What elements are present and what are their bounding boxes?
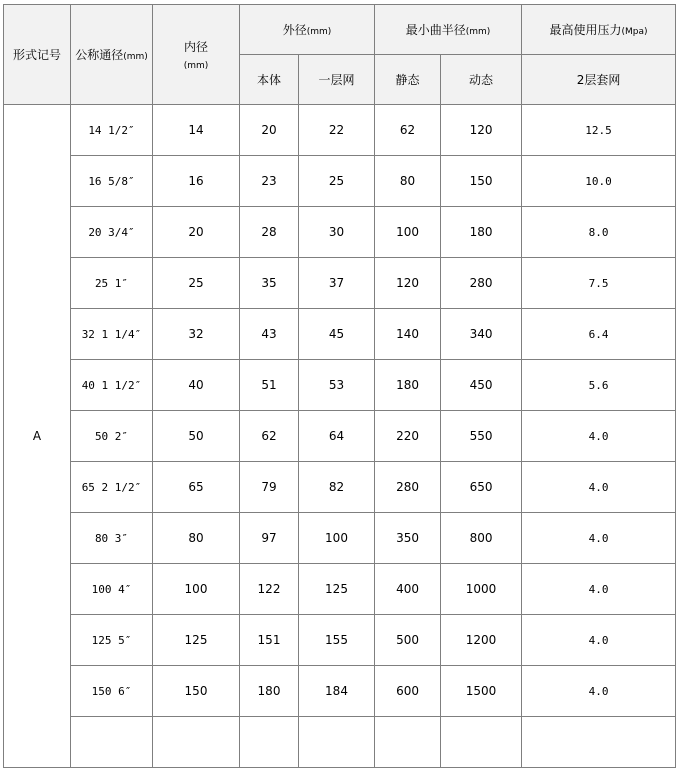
static-cell: 600 <box>375 666 441 717</box>
mesh-cell: 155 <box>299 615 375 666</box>
pressure-cell: 4.0 <box>522 513 676 564</box>
nominal-cell: 125 5″ <box>71 615 153 666</box>
header-body: 本体 <box>240 55 299 105</box>
mesh-cell: 100 <box>299 513 375 564</box>
header-nominal: 公称通径(mm) <box>71 5 153 105</box>
header-two-layer: 2层套网 <box>522 55 676 105</box>
pressure-cell: 4.0 <box>522 564 676 615</box>
static-cell: 140 <box>375 309 441 360</box>
pressure-cell: 7.5 <box>522 258 676 309</box>
inner-cell: 80 <box>153 513 240 564</box>
dynamic-cell: 1200 <box>441 615 522 666</box>
mesh-cell: 184 <box>299 666 375 717</box>
dynamic-cell: 120 <box>441 105 522 156</box>
table-row <box>4 615 676 666</box>
nominal-cell: 80 3″ <box>71 513 153 564</box>
nominal-cell: 150 6″ <box>71 666 153 717</box>
body-cell: 62 <box>240 411 299 462</box>
dynamic-cell: 650 <box>441 462 522 513</box>
empty-cell <box>71 717 153 768</box>
mesh-cell: 37 <box>299 258 375 309</box>
static-cell: 280 <box>375 462 441 513</box>
static-cell: 120 <box>375 258 441 309</box>
nominal-cell: 14 1/2″ <box>71 105 153 156</box>
empty-cell <box>153 717 240 768</box>
static-cell: 350 <box>375 513 441 564</box>
mesh-cell: 82 <box>299 462 375 513</box>
dynamic-cell: 280 <box>441 258 522 309</box>
inner-cell: 65 <box>153 462 240 513</box>
nominal-cell: 16 5/8″ <box>71 156 153 207</box>
static-cell: 80 <box>375 156 441 207</box>
type-cell: A <box>4 105 71 768</box>
inner-cell: 32 <box>153 309 240 360</box>
mesh-cell: 64 <box>299 411 375 462</box>
table-body <box>4 105 676 768</box>
dynamic-cell: 450 <box>441 360 522 411</box>
nominal-cell: 50 2″ <box>71 411 153 462</box>
mesh-cell: 22 <box>299 105 375 156</box>
empty-cell <box>522 717 676 768</box>
header-one-layer: 一层网 <box>299 55 375 105</box>
static-cell: 220 <box>375 411 441 462</box>
body-cell: 28 <box>240 207 299 258</box>
body-cell: 51 <box>240 360 299 411</box>
body-cell: 20 <box>240 105 299 156</box>
body-cell: 43 <box>240 309 299 360</box>
dynamic-cell: 550 <box>441 411 522 462</box>
nominal-cell: 20 3/4″ <box>71 207 153 258</box>
nominal-cell: 25 1″ <box>71 258 153 309</box>
pressure-cell: 4.0 <box>522 615 676 666</box>
table-row <box>4 258 676 309</box>
inner-cell: 100 <box>153 564 240 615</box>
table-row <box>4 207 676 258</box>
empty-cell <box>240 717 299 768</box>
table-row <box>4 666 676 717</box>
empty-cell <box>299 717 375 768</box>
dynamic-cell: 340 <box>441 309 522 360</box>
table-row <box>4 564 676 615</box>
inner-cell: 125 <box>153 615 240 666</box>
inner-cell: 40 <box>153 360 240 411</box>
body-cell: 35 <box>240 258 299 309</box>
body-cell: 79 <box>240 462 299 513</box>
table-row <box>4 462 676 513</box>
pressure-cell: 4.0 <box>522 411 676 462</box>
pressure-cell: 12.5 <box>522 105 676 156</box>
nominal-cell: 100 4″ <box>71 564 153 615</box>
mesh-cell: 25 <box>299 156 375 207</box>
table-row <box>4 309 676 360</box>
pressure-cell: 4.0 <box>522 666 676 717</box>
body-cell: 122 <box>240 564 299 615</box>
dynamic-cell: 180 <box>441 207 522 258</box>
dynamic-cell: 1000 <box>441 564 522 615</box>
dynamic-cell: 150 <box>441 156 522 207</box>
pressure-cell: 4.0 <box>522 462 676 513</box>
mesh-cell: 30 <box>299 207 375 258</box>
static-cell: 180 <box>375 360 441 411</box>
inner-cell: 20 <box>153 207 240 258</box>
inner-cell: 16 <box>153 156 240 207</box>
spec-table <box>3 4 676 768</box>
header-type: 形式记号 <box>4 5 71 105</box>
nominal-cell: 40 1 1/2″ <box>71 360 153 411</box>
body-cell: 180 <box>240 666 299 717</box>
header-static: 静态 <box>375 55 441 105</box>
body-cell: 23 <box>240 156 299 207</box>
inner-cell: 14 <box>153 105 240 156</box>
empty-cell <box>441 717 522 768</box>
body-cell: 151 <box>240 615 299 666</box>
dynamic-cell: 1500 <box>441 666 522 717</box>
inner-cell: 150 <box>153 666 240 717</box>
mesh-cell: 125 <box>299 564 375 615</box>
header-dynamic: 动态 <box>441 55 522 105</box>
static-cell: 62 <box>375 105 441 156</box>
table-row <box>4 513 676 564</box>
static-cell: 500 <box>375 615 441 666</box>
table-row <box>4 156 676 207</box>
header-inner: 内径 (mm) <box>153 5 240 105</box>
header-pressure: 最高使用压力(Mpa) <box>522 5 676 55</box>
pressure-cell: 6.4 <box>522 309 676 360</box>
empty-cell <box>375 717 441 768</box>
static-cell: 400 <box>375 564 441 615</box>
static-cell: 100 <box>375 207 441 258</box>
table-row <box>4 717 676 768</box>
table-row <box>4 105 676 156</box>
body-cell: 97 <box>240 513 299 564</box>
header-outer: 外径(mm) <box>240 5 375 55</box>
pressure-cell: 5.6 <box>522 360 676 411</box>
inner-cell: 50 <box>153 411 240 462</box>
inner-cell: 25 <box>153 258 240 309</box>
pressure-cell: 8.0 <box>522 207 676 258</box>
nominal-cell: 65 2 1/2″ <box>71 462 153 513</box>
nominal-cell: 32 1 1/4″ <box>71 309 153 360</box>
mesh-cell: 45 <box>299 309 375 360</box>
pressure-cell: 10.0 <box>522 156 676 207</box>
header-bend: 最小曲半径(mm) <box>375 5 522 55</box>
table-row <box>4 360 676 411</box>
dynamic-cell: 800 <box>441 513 522 564</box>
table-row <box>4 411 676 462</box>
mesh-cell: 53 <box>299 360 375 411</box>
